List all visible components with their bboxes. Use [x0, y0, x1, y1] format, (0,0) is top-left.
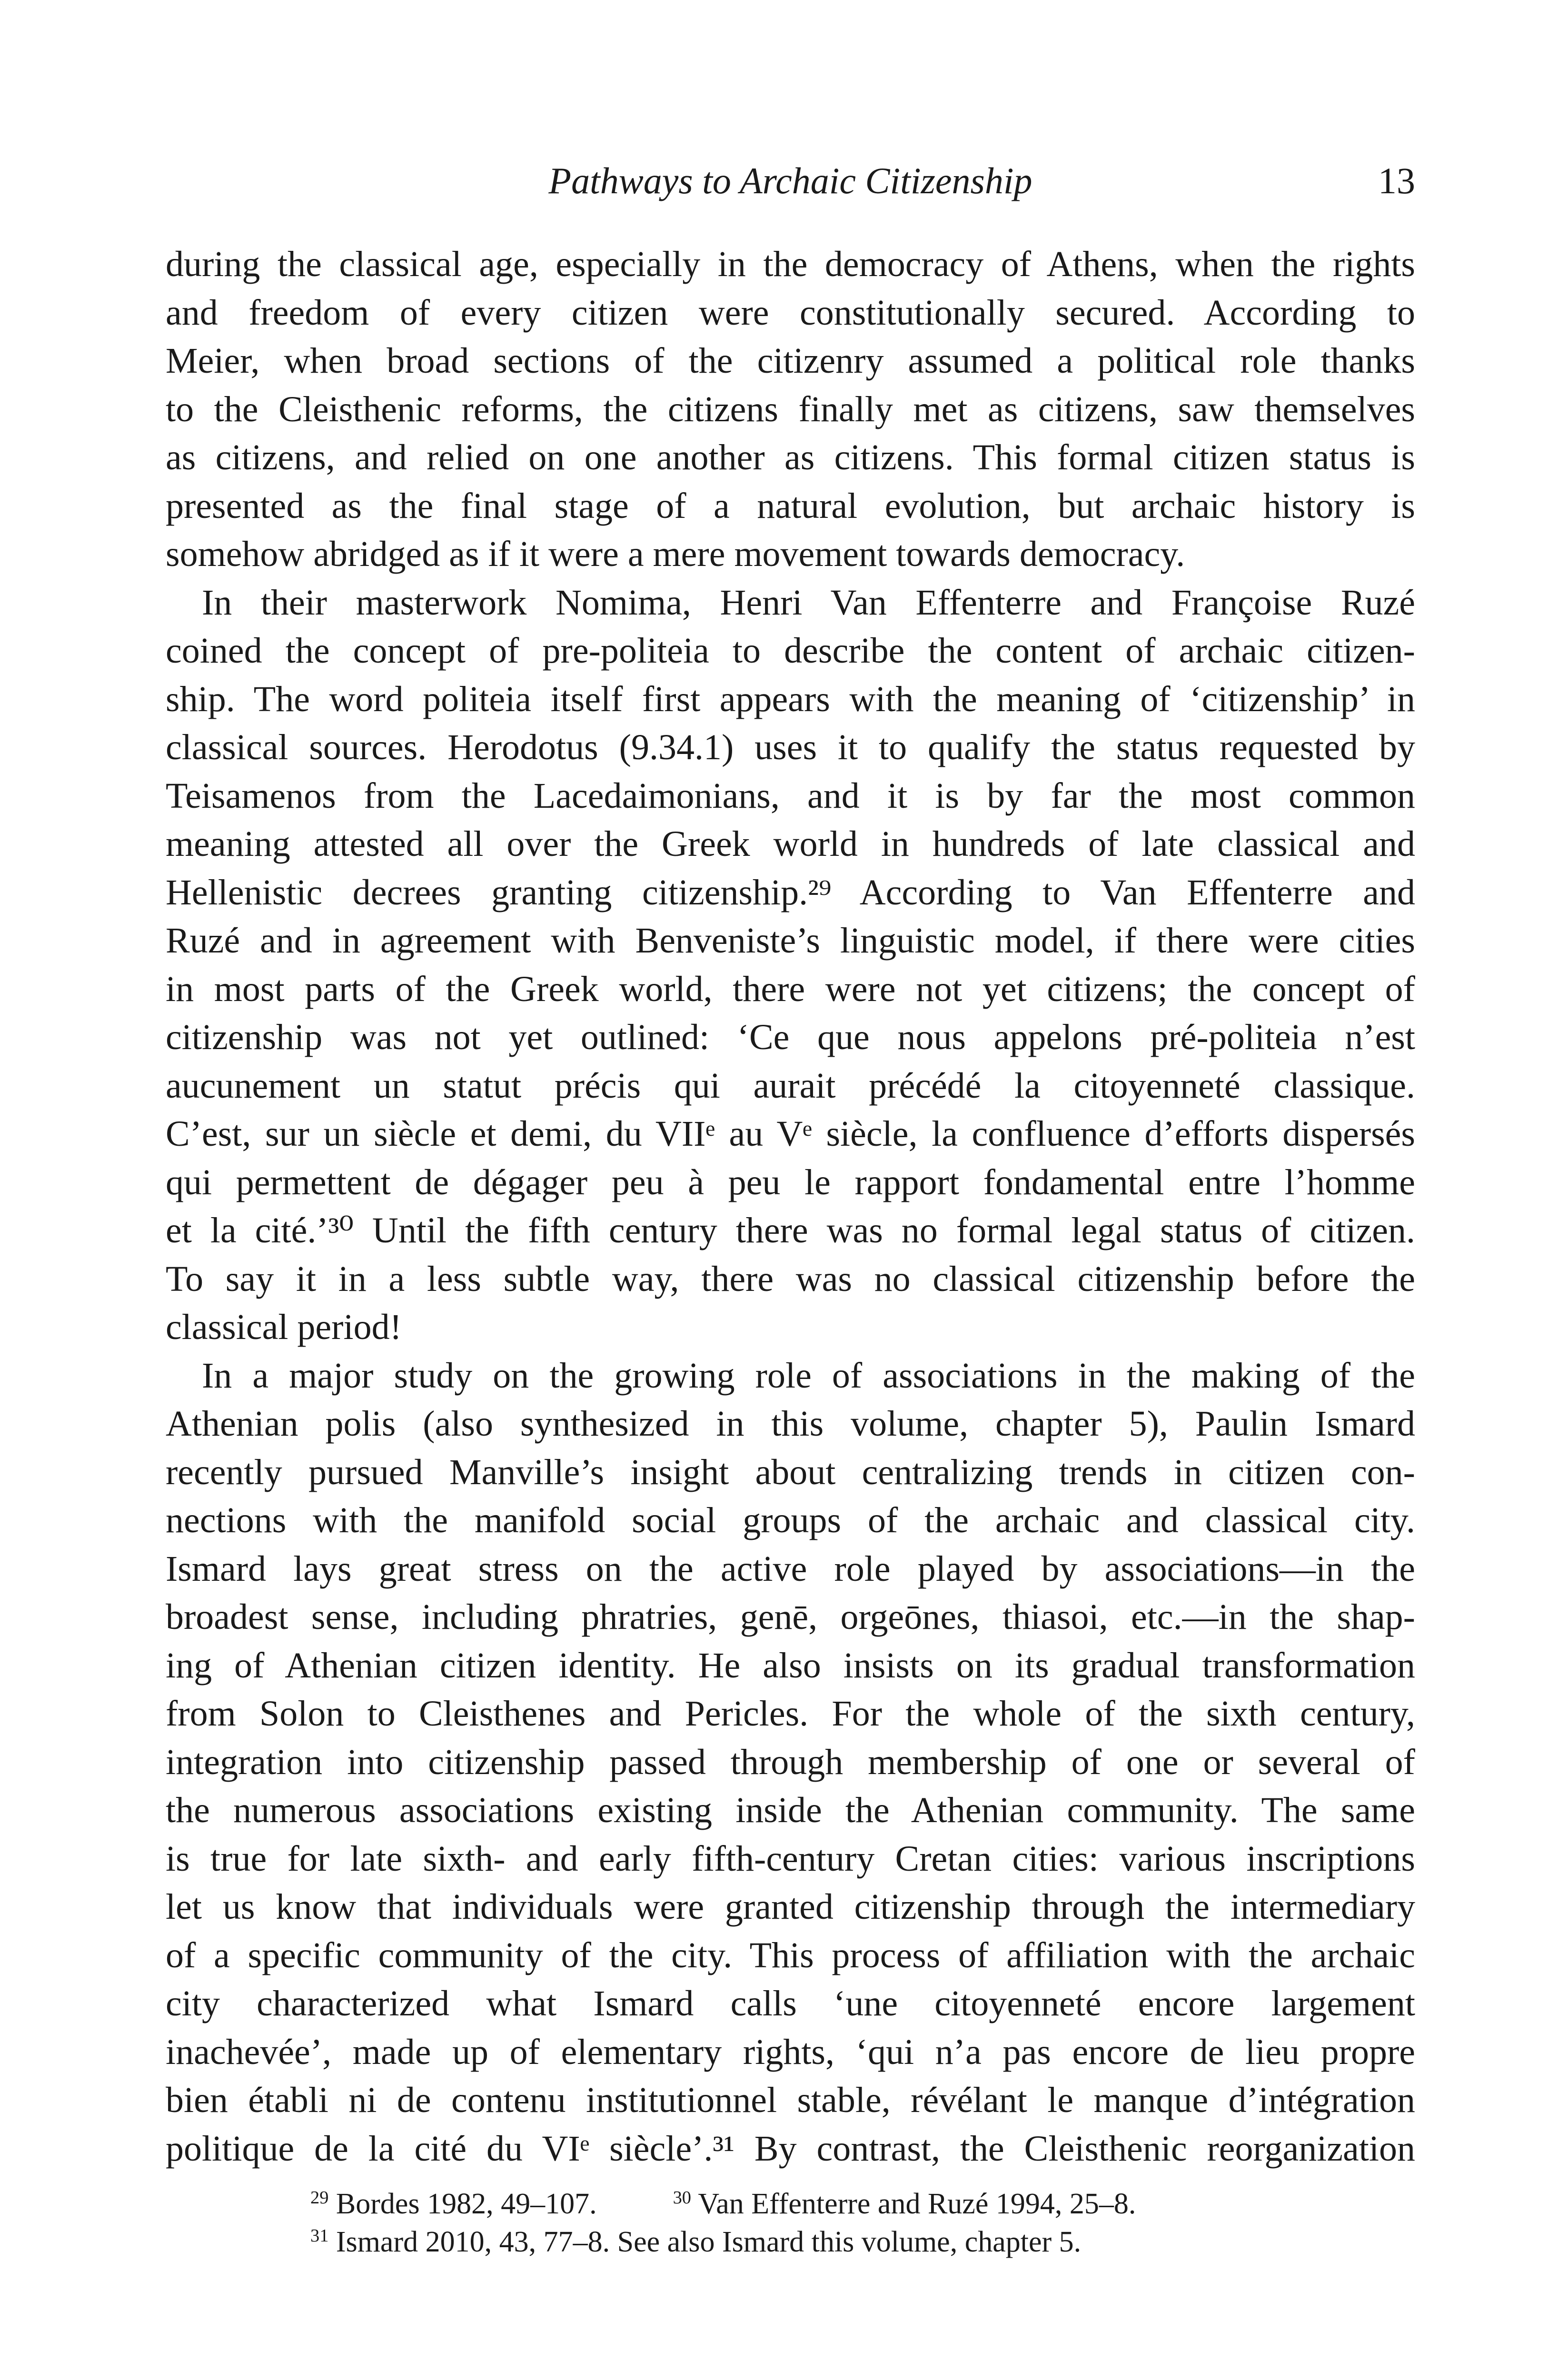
text-line: citizenship was not yet outlined: ‘Ce que nous appelons pré-politeia n’est	[166, 1017, 1415, 1057]
text-line: classical period!	[166, 1307, 402, 1347]
text-line: broadest sense, including phratries, genē, orgeōnes, thiasoi, etc.—in the shap-	[166, 1597, 1415, 1637]
text-line: In their masterwork Nomima, Henri Van Effenterre and Françoise Ruzé	[202, 582, 1415, 623]
page-number: 13	[1378, 160, 1415, 201]
text-line: let us know that individuals were granted citizenship through the intermediary	[166, 1887, 1415, 1927]
text-line: aucunement un statut précis qui aurait précédé la citoyenneté classique.	[166, 1065, 1415, 1106]
text-line: bien établi ni de contenu institutionnel stable, révélant le manque d’intégration	[166, 2080, 1415, 2120]
text-line: Ismard lays great stress on the active role played by associations—in the	[166, 1548, 1415, 1589]
footnote-31	[310, 2223, 1081, 2261]
text-line: et la cité.’³⁰ Until the fifth century there was no formal legal status of citizen.	[166, 1210, 1415, 1250]
footnote-number: 31	[310, 2225, 329, 2246]
text-line: C’est, sur un siècle et demi, du VIIᵉ au Vᵉ siècle, la confluence d’efforts dispersés	[166, 1114, 1415, 1154]
text-line: ing of Athenian citizen identity. He also insists on its gradual transformation	[166, 1645, 1415, 1686]
footnote-29	[310, 2185, 597, 2223]
footnote-number: 30	[673, 2187, 691, 2208]
text-line: Ruzé and in agreement with Benveniste’s linguistic model, if there were cities	[166, 921, 1415, 961]
footnote-text: Van Effenterre and Ruzé 1994, 25–8.	[698, 2188, 1136, 2220]
text-line: In a major study on the growing role of associations in the making of the	[202, 1355, 1415, 1396]
text-line: from Solon to Cleisthenes and Pericles. For the whole of the sixth century,	[166, 1694, 1415, 1734]
footnote-text: Bordes 1982, 49–107.	[336, 2188, 597, 2220]
footnote-line	[310, 2223, 1453, 2261]
text-line: city characterized what Ismard calls ‘une citoyenneté encore largement	[166, 1983, 1415, 2023]
text-line: To say it in a less subtle way, there was no classical citizenship before the	[166, 1259, 1415, 1299]
text-line: and freedom of every citizen were constitutionally secured. According to	[166, 292, 1415, 333]
text-line: classical sources. Herodotus (9.34.1) uses it to qualify the status requested by	[166, 727, 1415, 767]
footnote-30	[673, 2185, 1136, 2223]
footnotes	[310, 2185, 1453, 2261]
text-line: meaning attested all over the Greek world in hundreds of late classical and	[166, 824, 1415, 864]
text-line: ship. The word politeia itself first appears with the meaning of ‘citizenship’ in	[166, 679, 1415, 719]
text-line: to the Cleisthenic reforms, the citizens finally met as citizens, saw themselves	[166, 389, 1415, 429]
text-line: politique de la cité du VIᵉ siècle’.³¹ By contrast, the Cleisthenic reorganization	[166, 2128, 1415, 2169]
text-line: during the classical age, especially in the democracy of Athens, when the rights	[166, 244, 1415, 284]
text-line: Meier, when broad sections of the citizenry assumed a political role thanks	[166, 341, 1415, 381]
running-head	[166, 159, 1415, 202]
body-text	[166, 240, 1415, 2173]
text-line: as citizens, and relied on one another as citizens. This formal citizen status is	[166, 437, 1415, 477]
text-line: qui permettent de dégager peu à peu le rapport fondamental entre l’homme	[166, 1162, 1415, 1202]
text-line: inachevée’, made up of elementary rights, ‘qui n’a pas encore de lieu propre	[166, 2032, 1415, 2072]
text-line: the numerous associations existing inside the Athenian community. The same	[166, 1790, 1415, 1830]
text-line: Hellenistic decrees granting citizenship.²⁹ According to Van Effenterre and	[166, 872, 1415, 912]
footnote-text: Ismard 2010, 43, 77–8. See also Ismard this volume, chapter 5.	[336, 2226, 1082, 2258]
footnote-number: 29	[310, 2187, 329, 2208]
running-title: Pathways to Archaic Citizenship	[548, 160, 1032, 201]
text-line: integration into citizenship passed through membership of one or several of	[166, 1742, 1415, 1782]
text-line: Athenian polis (also synthesized in this volume, chapter 5), Paulin Ismard	[166, 1404, 1415, 1444]
text-line: in most parts of the Greek world, there were not yet citizens; the concept of	[166, 969, 1415, 1009]
text-line: of a specific community of the city. This process of affiliation with the archaic	[166, 1935, 1415, 1975]
text-line: is true for late sixth- and early fifth-century Cretan cities: various inscriptions	[166, 1838, 1415, 1879]
text-line: coined the concept of pre-politeia to describe the content of archaic citizen-	[166, 631, 1415, 671]
footnote-line	[310, 2185, 1453, 2223]
text-line: nections with the manifold social groups of the archaic and classical city.	[166, 1500, 1415, 1540]
text-line: somehow abridged as if it were a mere movement towards democracy.	[166, 534, 1185, 574]
text-line: recently pursued Manville’s insight about centralizing trends in citizen con-	[166, 1452, 1415, 1492]
text-line: Teisamenos from the Lacedaimonians, and it is by far the most common	[166, 775, 1415, 816]
text-line: presented as the final stage of a natural evolution, but archaic history is	[166, 486, 1415, 526]
